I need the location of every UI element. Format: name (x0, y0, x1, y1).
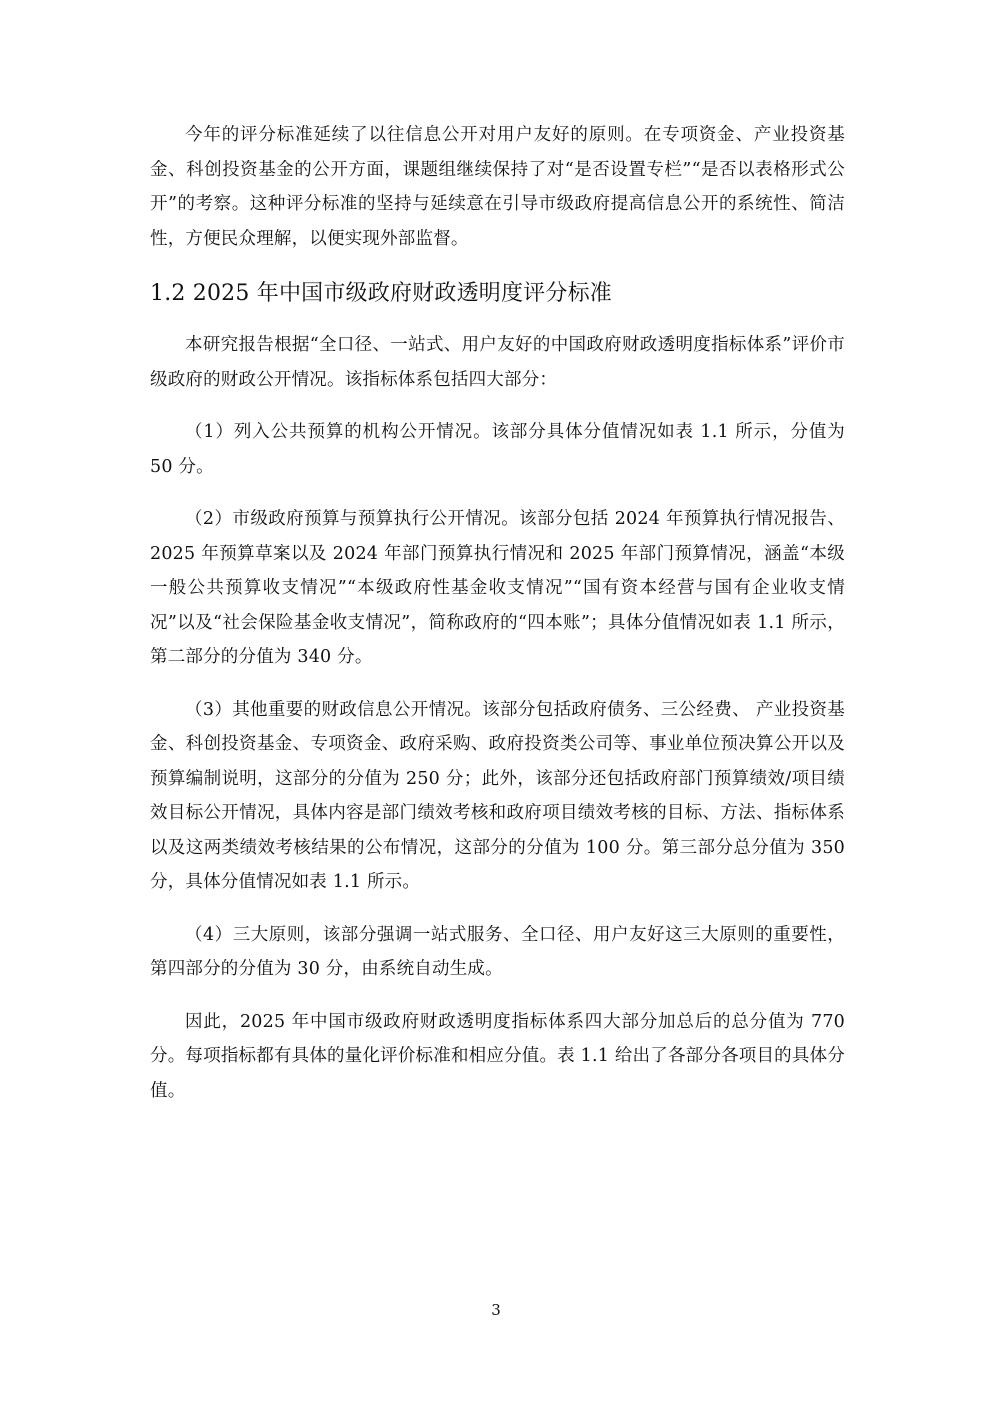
section-intro-paragraph: 本研究报告根据“全口径、一站式、用户友好的中国政府财政透明度指标体系”评价市级政府的财政公开情况。该指标体系包括四大部分： (150, 335, 845, 390)
part-4-paragraph: （4）三大原则，该部分强调一站式服务、全口径、用户友好这三大原则的重要性，第四部分的分值为 30 分，由系统自动生成。 (150, 924, 845, 979)
page-content (150, 118, 845, 1126)
summary-paragraph: 因此，2025 年中国市级政府财政透明度指标体系四大部分加总后的总分值为 770 分。每项指标都有具体的量化评价标准和相应分值。表 1.1 给出了各部分各项目的具体分值。 (150, 1011, 845, 1101)
part-1-paragraph: （1）列入公共预算的机构公开情况。该部分具体分值情况如表 1.1 所示，分值为 50 分。 (150, 422, 845, 477)
part-3-paragraph: （3）其他重要的财政信息公开情况。该部分包括政府债务、三公经费、 产业投资基金、科创投资基金、专项资金、政府采购、政府投资类公司等、事业单位预决算公开以及预算编制说明，这部分的分值为 250 分；此外，该部分还包括政府部门预算绩效/项目绩效目标公开情况，具体内容是部门绩效考核和政府项目绩效考核的目标、方法、指标体系以及这两类绩效考核结果的公布情况，这部分的分值为 100 分。第三部分总分值为 350 分，具体分值情况如表 1.1 所示。 (150, 699, 845, 892)
section-heading: 1.2 2025 年中国市级政府财政透明度评分标准 (150, 281, 612, 306)
page-number: 3 (491, 1301, 501, 1319)
part-2-paragraph: （2）市级政府预算与预算执行公开情况。该部分包括 2024 年预算执行情况报告、2025 年预算草案以及 2024 年部门预算执行情况和 2025 年部门预算情况，涵盖“本级一般公共预算收支情况”“本级政府性基金收支情况”“国有资本经营与国有企业收支情况”以及“社会保险基金收支情况”，简称政府的“四本账”；具体分值情况如表 1.1 所示，第二部分的分值为 340 分。 (150, 509, 845, 667)
intro-paragraph: 今年的评分标准延续了以往信息公开对用户友好的原则。在专项资金、产业投资基金、科创投资基金的公开方面，课题组继续保持了对“是否设置专栏”“是否以表格形式公开”的考察。这种评分标准的坚持与延续意在引导市级政府提高信息公开的系统性、简洁性，方便民众理解，以便实现外部监督。 (150, 125, 845, 249)
